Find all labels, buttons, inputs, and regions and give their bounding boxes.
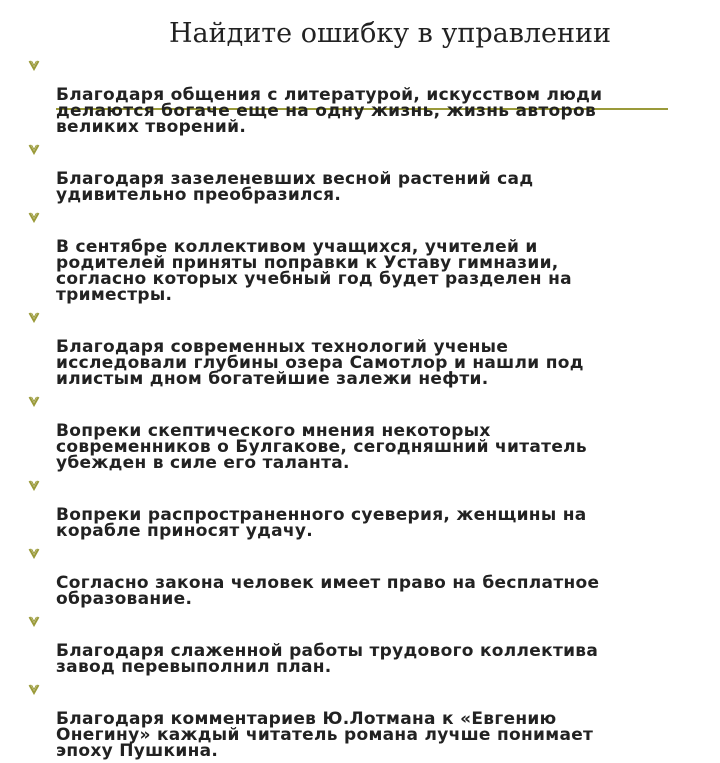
list-item bbox=[28, 679, 700, 759]
list-item-text: Благодаря современных технологий ученые исследовали глубины озера Самотлор и нашли под илистым дном богатейшие залежи нефти. bbox=[56, 337, 584, 389]
list-item-text: Благодаря слаженной работы трудового коллектива завод перевыполнил план. bbox=[56, 641, 599, 677]
checkmark-bullet-icon bbox=[28, 143, 40, 155]
list-item-text: Вопреки скептического мнения некоторых современников о Булгакове, сегодняшний читатель убежден в силе его таланта. bbox=[56, 421, 587, 473]
slide-title: Найдите ошибку в управлении bbox=[168, 18, 612, 49]
list-item bbox=[28, 139, 700, 203]
checkmark-bullet-icon bbox=[28, 683, 40, 695]
checkmark-bullet-icon bbox=[28, 311, 40, 323]
list-item bbox=[28, 207, 700, 303]
checkmark-bullet-icon bbox=[28, 59, 40, 71]
list-item-text: Согласно закона человек имеет право на бесплатное образование. bbox=[56, 573, 600, 609]
list-item-text: Благодаря общения с литературой, искусством люди делаются богаче еще на одну жизнь, жизнь авторов великих творений. bbox=[56, 85, 603, 137]
list-item bbox=[28, 543, 700, 607]
list-item-text: В сентябре коллективом учащихся, учителей и родителей приняты поправки к Уставу гимназии, согласно которых учебный год будет разделен на триместры. bbox=[56, 237, 572, 305]
list-item-text: Благодаря зазеленевших весной растений сад удивительно преобразился. bbox=[56, 169, 534, 205]
checkmark-bullet-icon bbox=[28, 395, 40, 407]
checkmark-bullet-icon bbox=[28, 211, 40, 223]
checkmark-bullet-icon bbox=[28, 547, 40, 559]
bullet-list bbox=[28, 55, 700, 763]
list-item-text: Вопреки распространенного суеверия, женщины на корабле приносят удачу. bbox=[56, 505, 587, 541]
list-item bbox=[28, 475, 700, 539]
checkmark-bullet-icon bbox=[28, 615, 40, 627]
list-item bbox=[28, 307, 700, 387]
list-item bbox=[28, 55, 700, 135]
checkmark-bullet-icon bbox=[28, 479, 40, 491]
list-item bbox=[28, 611, 700, 675]
list-item-text: Благодаря комментариев Ю.Лотмана к «Евгению Онегину» каждый читатель романа лучше понимает эпоху Пушкина. bbox=[56, 709, 594, 761]
list-item bbox=[28, 391, 700, 471]
